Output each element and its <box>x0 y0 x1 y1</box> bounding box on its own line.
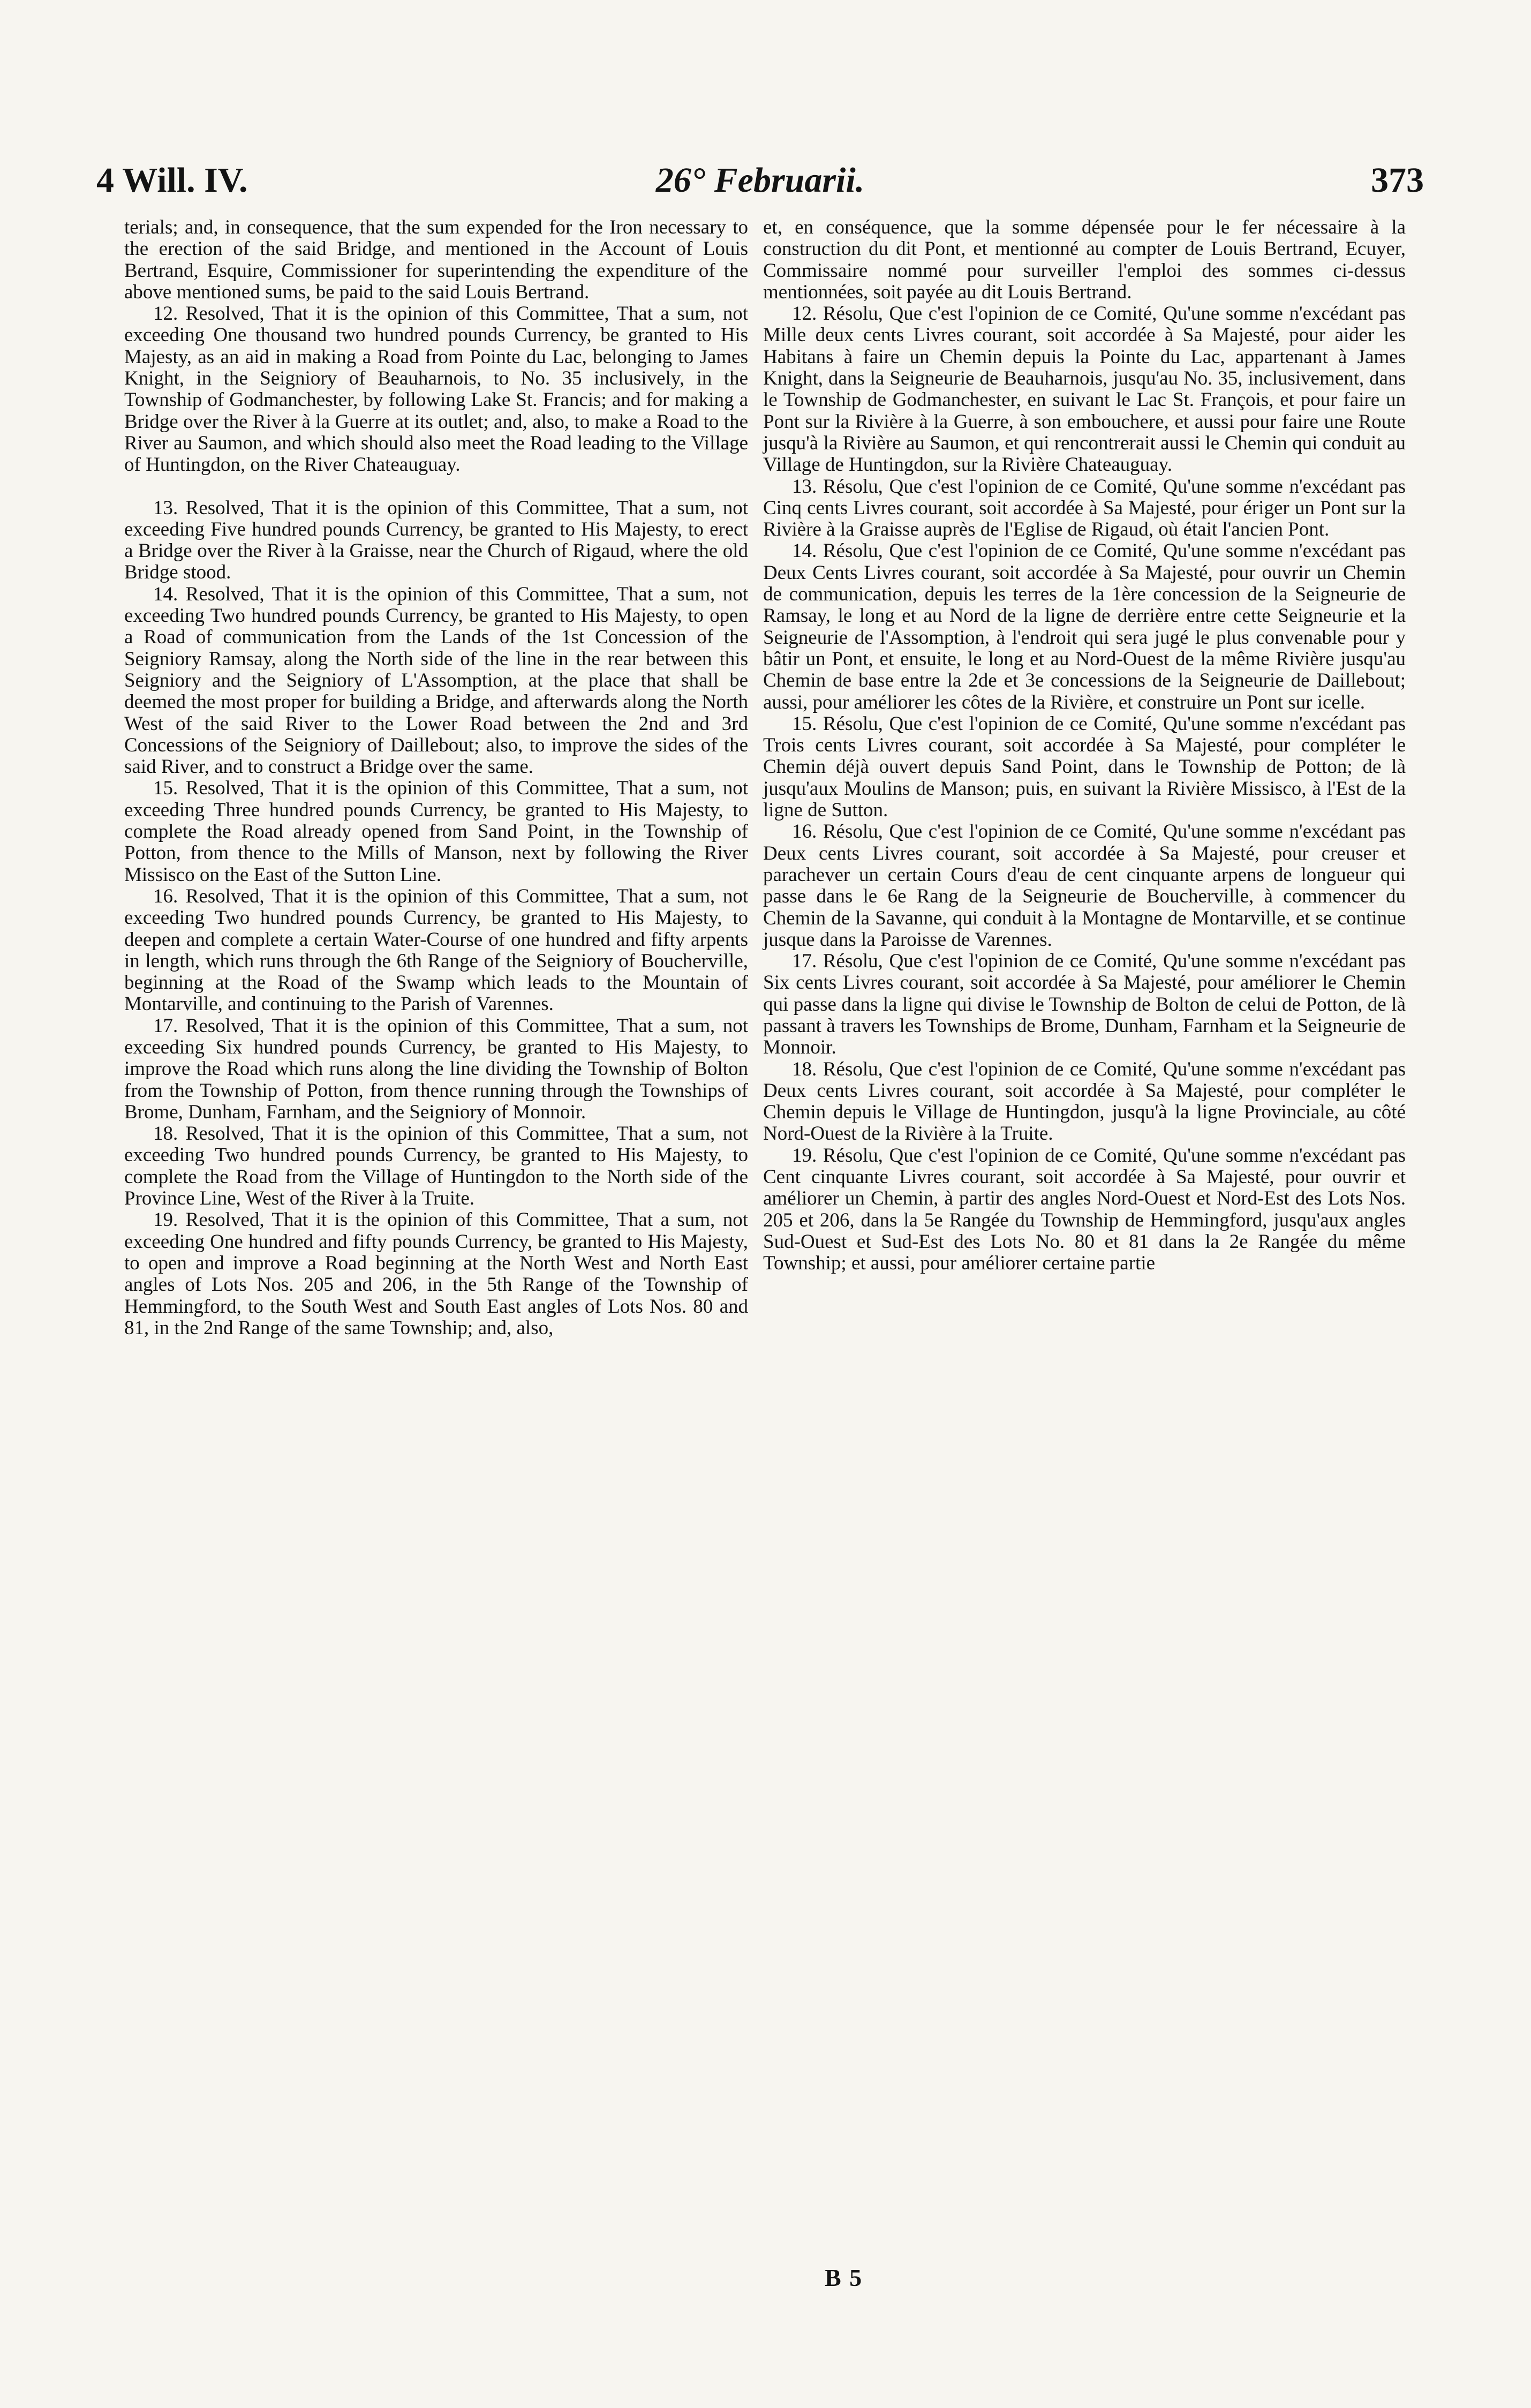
english-column <box>124 217 748 1339</box>
printer-signature-mark: B 5 <box>825 2264 863 2291</box>
french-column <box>763 217 1406 1275</box>
english-paragraph: 12. Resolved, That it is the opinion of this Committee, That a sum, not exceeding One thousand two hundred pounds Currency, be granted to His Majesty, as an aid in making a Road from Pointe du Lac, belonging to James Knight, in the Seigniory of Beauharnois, to No. 35 inclusively, in the Township of Godmanchester, by following Lake St. Francis; and for making a Bridge over the River à la Guerre at its outlet; and, also, to make a Road to the River au Saumon, and which should also meet the Road leading to the Village of Huntingdon, on the River Chateauguay. <box>124 303 748 476</box>
english-paragraph: 17. Resolved, That it is the opinion of this Committee, That a sum, not exceeding Six hundred pounds Currency, be granted to His Majesty, to improve the Road which runs along the line dividing the Township of Bolton from the Township of Potton, from thence running through the Townships of Brome, Dunham, Farnham, and the Seigniory of Monnoir. <box>124 1014 748 1123</box>
english-paragraph: 15. Resolved, That it is the opinion of this Committee, That a sum, not exceeding Three hundred pounds Currency, be granted to His Majesty, to complete the Road already opened from Sand Point, in the Township of Potton, from thence to the Mills of Manson, next by following the River Missisco on the East of the Sutton Line. <box>124 777 748 886</box>
french-paragraph: 12. Résolu, Que c'est l'opinion de ce Comité, Qu'une somme n'excédant pas Mille deux cents Livres courant, soit accordée à Sa Majesté, pour aider les Habitans à faire un Chemin depuis la Pointe du Lac, appartenant à James Knight, dans la Seigneurie de Beauharnois, jusqu'au No. 35, inclusivement, dans le Township de Godmanchester, en suivant le Lac St. François, et pour faire un Pont sur la Rivière à la Guerre, à son embouchere, et aussi pour faire une Route jusqu'à la Rivière au Saumon, et qui rencontrerait aussi le Chemin qui conduit au Village de Huntingdon, sur la Rivière Chateauguay. <box>763 303 1406 476</box>
french-paragraph: 17. Résolu, Que c'est l'opinion de ce Comité, Qu'une somme n'excédant pas Six cents Livres courant, soit accordée à Sa Majesté, pour améliorer le Chemin qui passe dans la ligne qui divise le Township de Bolton de celui de Potton, de là passant à travers les Townships de Brome, Dunham, Farnham et la Seigneurie de Monnoir. <box>763 950 1406 1059</box>
english-paragraph: 19. Resolved, That it is the opinion of this Committee, That a sum, not exceeding One hundred and fifty pounds Currency, be granted to His Majesty, to open and improve a Road beginning at the North West and North East angles of Lots Nos. 205 and 206, in the 5th Range of the Township of Hemmingford, to the South West and South East angles of Lots Nos. 80 and 81, in the 2nd Range of the same Township; and, also, <box>124 1209 748 1339</box>
french-paragraph: 19. Résolu, Que c'est l'opinion de ce Comité, Qu'une somme n'excédant pas Cent cinquante Livres courant, soit accordée à Sa Majesté, pour ouvrir et améliorer un Chemin, à partir des angles Nord-Ouest et Nord-Est des Lots Nos. 205 et 206, dans la 5e Rangée du Township de Hemmingford, jusqu'aux angles Sud-Ouest et Sud-Est des Lots No. 80 et 81 dans la 2e Rangée du même Township; et aussi, pour améliorer certaine partie <box>763 1144 1406 1275</box>
date-heading: 26° Februarii. <box>655 161 865 200</box>
running-header <box>96 156 1424 205</box>
french-paragraph: et, en conséquence, que la somme dépensée pour le fer nécessaire à la construction du dit Pont, et mentionné au compter de Louis Bertrand, Ecuyer, Commissaire nommé pour surveiller l'emploi des sommes ci-dessus mentionnées, soit payée au dit Louis Bertrand. <box>763 216 1406 303</box>
french-paragraph: 18. Résolu, Que c'est l'opinion de ce Comité, Qu'une somme n'excédant pas Deux cents Livres courant, soit accordée à Sa Majesté, pour compléter le Chemin depuis le Village de Huntingdon, jusqu'à la ligne Provinciale, au côté Nord-Ouest de la Rivière à la Truite. <box>763 1058 1406 1145</box>
english-paragraph: terials; and, in consequence, that the sum expended for the Iron necessary to the erection of the said Bridge, and mentioned in the Account of Louis Bertrand, Esquire, Commissioner for superintending the expenditure of the above mentioned sums, be paid to the said Louis Bertrand. <box>124 216 748 303</box>
english-paragraph: 18. Resolved, That it is the opinion of this Committee, That a sum, not exceeding Two hundred pounds Currency, be granted to His Majesty, to complete the Road from the Village of Huntingdon to the North side of the Province Line, West of the River à la Truite. <box>124 1123 748 1210</box>
english-paragraph: 13. Resolved, That it is the opinion of this Committee, That a sum, not exceeding Five hundred pounds Currency, be granted to His Majesty, to erect a Bridge over the River à la Graisse, near the Church of Rigaud, where the old Bridge stood. <box>124 496 748 584</box>
french-paragraph: 16. Résolu, Que c'est l'opinion de ce Comité, Qu'une somme n'excédant pas Deux cents Livres courant, soit accordée à Sa Majesté, pour creuser et parachever un certain Cours d'eau de cent cinquante arpens de longueur qui passe dans le 6e Rang de la Seigneurie de Boucherville, à commencer du Chemin de la Savanne, qui conduit à la Montagne de Montarville, et se continue jusque dans la Paroisse de Varennes. <box>763 821 1406 951</box>
english-paragraph: 16. Resolved, That it is the opinion of this Committee, That a sum, not exceeding Two hundred pounds Currency, be granted to His Majesty, to deepen and complete a certain Water-Course of one hundred and fifty arpents in length, which runs through the 6th Range of the Seigniory of Boucherville, beginning at the Road of the Swamp which leads to the Mountain of Montarville, and continuing to the Parish of Varennes. <box>124 885 748 1015</box>
page-number: 373 <box>1371 161 1424 200</box>
french-paragraph: 14. Résolu, Que c'est l'opinion de ce Comité, Qu'une somme n'excédant pas Deux Cents Livres courant, soit accordée à Sa Majesté, pour ouvrir un Chemin de communication, depuis les terres de la 1ère concession de la Seigneurie de Ramsay, le long et au Nord de la ligne de derrière entre cette Seigneurie et la Seigneurie de l'Assomption, à l'endroit qui sera jugé le plus convenable pour y bâtir un Pont, et ensuite, le long et au Nord-Ouest de la même Rivière jusqu'au Chemin de base entre la 2de et 3e concessions de la Seigneurie de Daillebout; aussi, pour améliorer les côtes de la Rivière, et construire un Pont sur icelle. <box>763 540 1406 713</box>
french-paragraph: 15. Résolu, Que c'est l'opinion de ce Comité, Qu'une somme n'excédant pas Trois cents Livres courant, soit accordée à Sa Majesté, pour compléter le Chemin déjà ouvert depuis Sand Point, dans le Township de Potton; de là jusqu'aux Moulins de Manson; puis, en suivant la Rivière Missisco, à l'Est de la ligne de Sutton. <box>763 712 1406 822</box>
french-paragraph: 13. Résolu, Que c'est l'opinion de ce Comité, Qu'une somme n'excédant pas Cinq cents Livres courant, soit accordée à Sa Majesté, pour ériger un Pont sur la Rivière à la Graisse auprès de l'Eglise de Rigaud, où était l'ancien Pont. <box>763 475 1406 541</box>
regnal-year: 4 Will. IV. <box>96 161 248 200</box>
english-paragraph: 14. Resolved, That it is the opinion of this Committee, That a sum, not exceeding Two hundred pounds Currency, be granted to His Majesty, to open a Road of communication from the Lands of the 1st Concession of the Seigniory Ramsay, along the North side of the line in the rear between this Seigniory and the Seigniory of L'Assomption, at the place that shall be deemed the most proper for building a Bridge, and afterwards along the North West of the said River to the Lower Road between the 2nd and 3rd Concessions of the Seigniory of Daillebout; also, to improve the sides of the said River, and to construct a Bridge over the same. <box>124 583 748 778</box>
